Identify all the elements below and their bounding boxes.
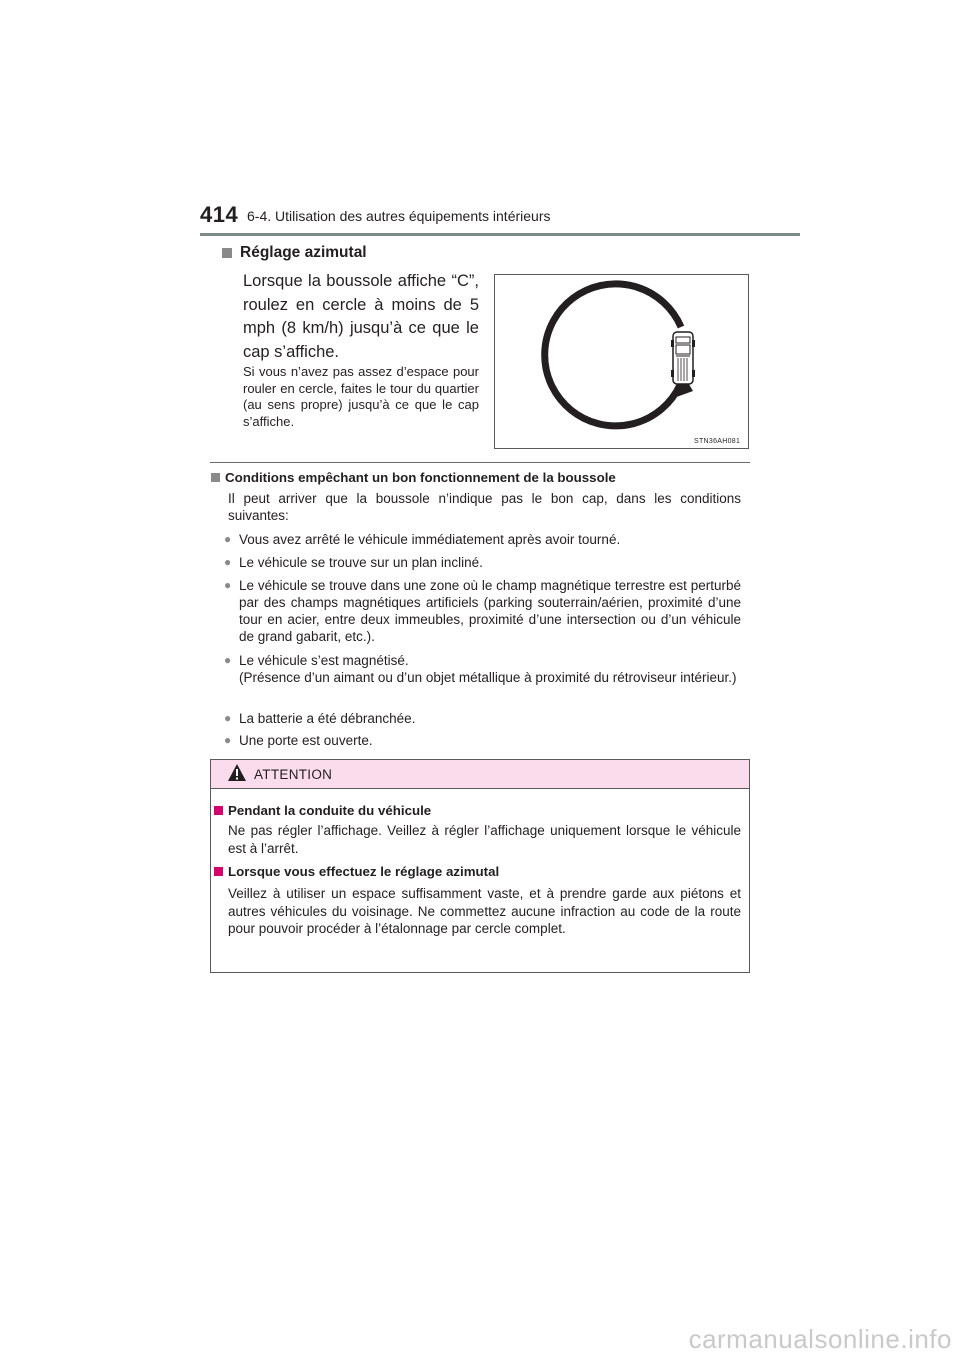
heading-text: Réglage azimutal [240,244,367,261]
section-title: 6-4. Utilisation des autres équipements intérieurs [247,208,551,224]
warning-paragraph: Veillez à utiliser un espace suffisamment vaste, et à prendre garde aux piétons et autres véhicules du voisinage. Ne commettez aucune infraction au code de la route pour pouvoir procéder à l’étalonnage par cercle complet. [228,886,741,936]
list-item [224,531,741,548]
list-item-text: Le véhicule se trouve sur un plan incliné. [239,555,483,570]
section-divider [210,462,750,463]
conditions-title: Conditions empêchant un bon fonctionnement de la boussole [225,470,616,485]
bullet-dot-icon: ● [224,711,232,725]
list-item-text: La batterie a été débranchée. [239,711,416,726]
bullet-dot-icon: ● [224,578,232,592]
warning-heading-text: Lorsque vous effectuez le réglage azimutal [228,864,500,879]
list-item [224,710,741,727]
list-item-text: Vous avez arrêté le véhicule immédiatement après avoir tourné. [239,532,621,547]
list-item [224,732,741,749]
figure-code: STN36AH081 [694,438,741,445]
list-item-line: (Présence d’un aimant ou d’un objet métallique à proximité du rétroviseur intérieur.) [239,670,737,685]
list-item [224,577,741,645]
conditions-intro: Il peut arriver que la boussole n’indique pas le bon cap, dans les conditions suivantes: [228,491,741,523]
list-item-text [239,652,741,686]
bullet-dot-icon: ● [224,653,232,667]
intro-note: Si vous n’avez pas assez d’espace pour rouler en cercle, faites le tour du quartier (au sens propre) jusqu’à ce que le cap s’affiche. [243,364,479,429]
warning-paragraph: Ne pas régler l’affichage. Veillez à régler l’affichage uniquement lorsque le véhicule est à l’arrêt. [228,823,741,856]
warning-heading-text: Pendant la conduite du véhicule [228,803,432,818]
list-item-line: Le véhicule s’est magnétisé. [239,653,409,668]
warning-heading [214,864,499,879]
list-item-text: Le véhicule se trouve dans une zone où le champ magnétique terrestre est perturbé par des champs magnétiques artificiels (parking souterrain/aérien, proximité d’une tour en acier, entre deux immeubles, proximité d’une intersection ou d’un véhicule de grand gabarit, etc.). [239,578,741,644]
bullet-dot-icon: ● [224,555,232,569]
circle-driving-illustration [495,275,748,448]
header-rule [200,233,800,236]
bullet-dot-icon: ● [224,532,232,546]
warning-heading [214,803,431,818]
square-bullet-icon [222,248,232,258]
list-item [224,554,741,571]
truck-icon [671,332,695,384]
circular-arrow-icon [545,284,681,426]
square-bullet-icon [214,867,223,876]
list-item [224,652,741,686]
figure-circle-driving [494,274,749,449]
list-item-text: Une porte est ouverte. [239,733,373,748]
warning-triangle-icon [227,763,247,782]
heading-reglage-azimutal [222,244,367,262]
square-bullet-icon [214,806,223,815]
conditions-heading [211,470,616,485]
square-bullet-icon [211,473,220,482]
warning-title: ATTENTION [254,767,333,782]
bullet-dot-icon: ● [224,733,232,747]
watermark: carmanualsonline.info [688,1324,952,1354]
page-number: 414 [200,202,239,227]
intro-text: Lorsque la boussole affiche “C”, roulez en cercle à moins de 5 mph (8 km/h) jusqu’à ce que le cap s’affiche. [243,272,479,361]
